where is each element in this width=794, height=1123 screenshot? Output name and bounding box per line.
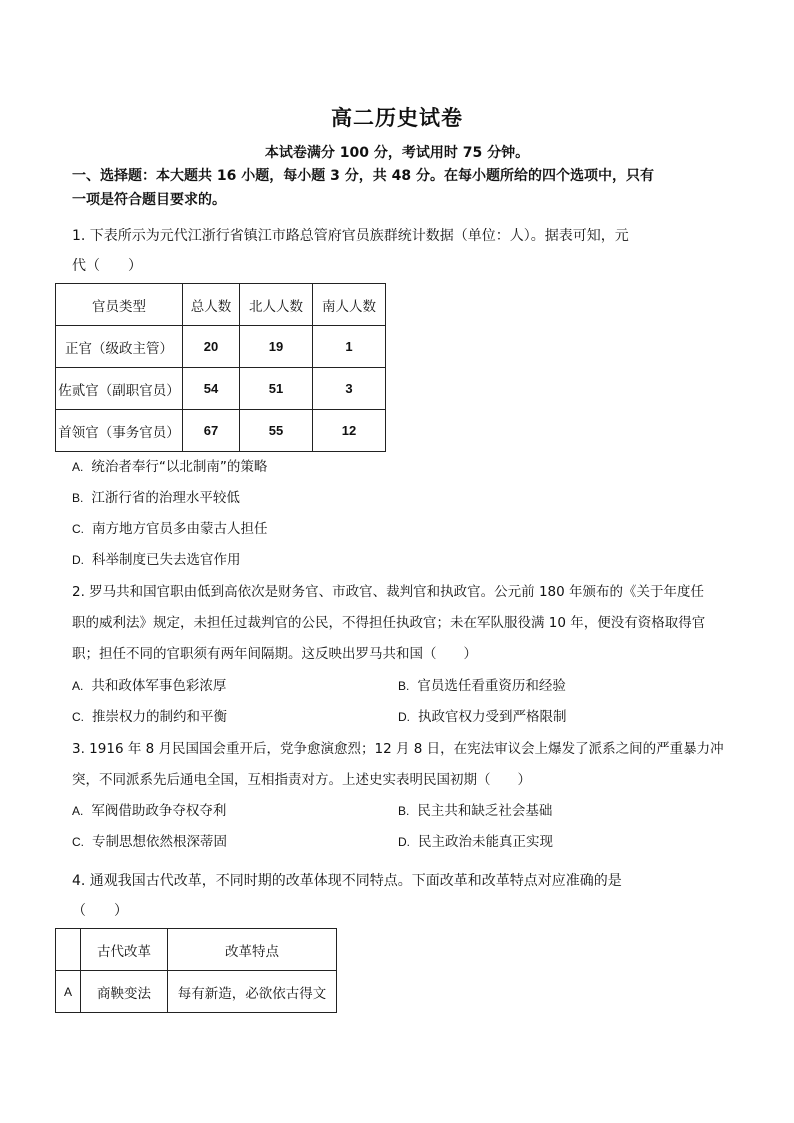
- option-letter: B.: [398, 679, 410, 693]
- table-row: [56, 971, 337, 1013]
- table-header-cell: 北人人数: [240, 284, 313, 326]
- q2-option-d: [398, 707, 567, 727]
- q4-reform-table: [55, 928, 337, 1013]
- option-letter: C.: [72, 522, 84, 536]
- table-cell: 1: [313, 326, 386, 368]
- option-letter: B.: [398, 804, 410, 818]
- table-header-cell: 官员类型: [56, 284, 183, 326]
- q1-option-b: [72, 488, 240, 508]
- q2-stem-line-3: 职；担任不同的官职须有两年间隔期。这反映出罗马共和国（ ）: [72, 646, 477, 662]
- q1-option-a: [72, 457, 267, 477]
- option-text: 江浙行省的治理水平较低: [91, 490, 240, 506]
- table-cell: 佐贰官（副职官员）: [56, 368, 183, 410]
- option-text: 执政官权力受到严格限制: [418, 709, 567, 725]
- table-header-cell: 改革特点: [168, 929, 337, 971]
- table-cell: 19: [240, 326, 313, 368]
- q3-stem-line-2: 突，不同派系先后通电全国，互相指责对方。上述史实表明民国初期（ ）: [72, 772, 531, 788]
- option-text: 推崇权力的制约和平衡: [92, 709, 227, 725]
- table-cell: 商鞅变法: [81, 971, 168, 1013]
- q2-stem-line-2: 职的威利法》规定，未担任过裁判官的公民，不得担任执政官；未在军队服役满 10 年，便没有资格取得官: [72, 615, 706, 631]
- section-instruction-line-1: 一、选择题：本大题共 16 小题，每小题 3 分，共 48 分。在每小题所给的四个选项中，只有: [72, 168, 654, 184]
- option-letter: A.: [72, 460, 84, 474]
- q3-option-b: [398, 801, 552, 821]
- table-cell: A: [56, 971, 81, 1013]
- table-cell: 54: [183, 368, 240, 410]
- q1-option-c: [72, 519, 268, 539]
- q2-option-c: [72, 707, 227, 727]
- table-header-cell: 南人人数: [313, 284, 386, 326]
- table-cell: 12: [313, 410, 386, 452]
- table-header-cell: 古代改革: [81, 929, 168, 971]
- option-letter: D.: [398, 710, 410, 724]
- table-row: [56, 410, 386, 452]
- option-text: 军阀借助政争夺权夺利: [91, 803, 227, 819]
- q2-stem-line-1: 2. 罗马共和国官职由低到高依次是财务官、市政官、裁判官和执政官。公元前 180 年颁布的《关于年度任: [72, 584, 705, 600]
- table-cell: 每有新造，必欲依古得文: [168, 971, 337, 1013]
- q3-option-d: [398, 832, 553, 852]
- exam-subtitle: 本试卷满分 100 分，考试用时 75 分钟。: [264, 145, 530, 161]
- table-cell: 51: [240, 368, 313, 410]
- q4-stem-line-1: 4. 通观我国古代改革，不同时期的改革体现不同特点。下面改革和改革特点对应准确的是: [72, 873, 622, 889]
- option-text: 南方地方官员多由蒙古人担任: [92, 521, 268, 537]
- table-cell: 55: [240, 410, 313, 452]
- option-text: 科举制度已失去选官作用: [92, 552, 241, 568]
- q1-stem-line-2: 代（ ）: [72, 258, 142, 274]
- q3-stem-line-1: 3. 1916 年 8 月民国国会重开后，党争愈演愈烈；12 月 8 日，在宪法审议会上爆发了派系之间的严重暴力冲: [72, 741, 724, 757]
- q1-stem-line-1: 1. 下表所示为元代江浙行省镇江市路总管府官员族群统计数据（单位：人）。据表可知，元: [72, 228, 629, 244]
- table-header-cell: 总人数: [183, 284, 240, 326]
- option-text: 统治者奉行“以北制南”的策略: [91, 459, 268, 475]
- option-letter: A.: [72, 679, 84, 693]
- table-row: [56, 326, 386, 368]
- q1-option-d: [72, 550, 241, 570]
- table-header-cell: [56, 929, 81, 971]
- q1-data-table: [55, 283, 386, 452]
- table-header-row: [56, 284, 386, 326]
- table-cell: 20: [183, 326, 240, 368]
- option-letter: D.: [72, 553, 84, 567]
- option-letter: C.: [72, 835, 84, 849]
- option-letter: C.: [72, 710, 84, 724]
- table-cell: 67: [183, 410, 240, 452]
- q3-option-a: [72, 801, 226, 821]
- option-text: 专制思想依然根深蒂固: [92, 834, 227, 850]
- table-cell: 3: [313, 368, 386, 410]
- table-header-row: [56, 929, 337, 971]
- q2-option-a: [72, 676, 226, 696]
- option-text: 民主政治未能真正实现: [418, 834, 553, 850]
- table-row: [56, 368, 386, 410]
- q2-option-b: [398, 676, 566, 696]
- option-text: 官员选任看重资历和经验: [417, 678, 566, 694]
- option-text: 共和政体军事色彩浓厚: [91, 678, 227, 694]
- option-letter: D.: [398, 835, 410, 849]
- option-text: 民主共和缺乏社会基础: [417, 803, 553, 819]
- q4-stem-line-2: （ ）: [72, 903, 128, 919]
- table-cell: 正官（级政主管）: [56, 326, 183, 368]
- option-letter: A.: [72, 804, 84, 818]
- option-letter: B.: [72, 491, 84, 505]
- section-instruction-line-2: 一项是符合题目要求的。: [72, 192, 226, 208]
- exam-title: 高二历史试卷: [331, 106, 463, 130]
- q3-option-c: [72, 832, 227, 852]
- table-cell: 首领官（事务官员）: [56, 410, 183, 452]
